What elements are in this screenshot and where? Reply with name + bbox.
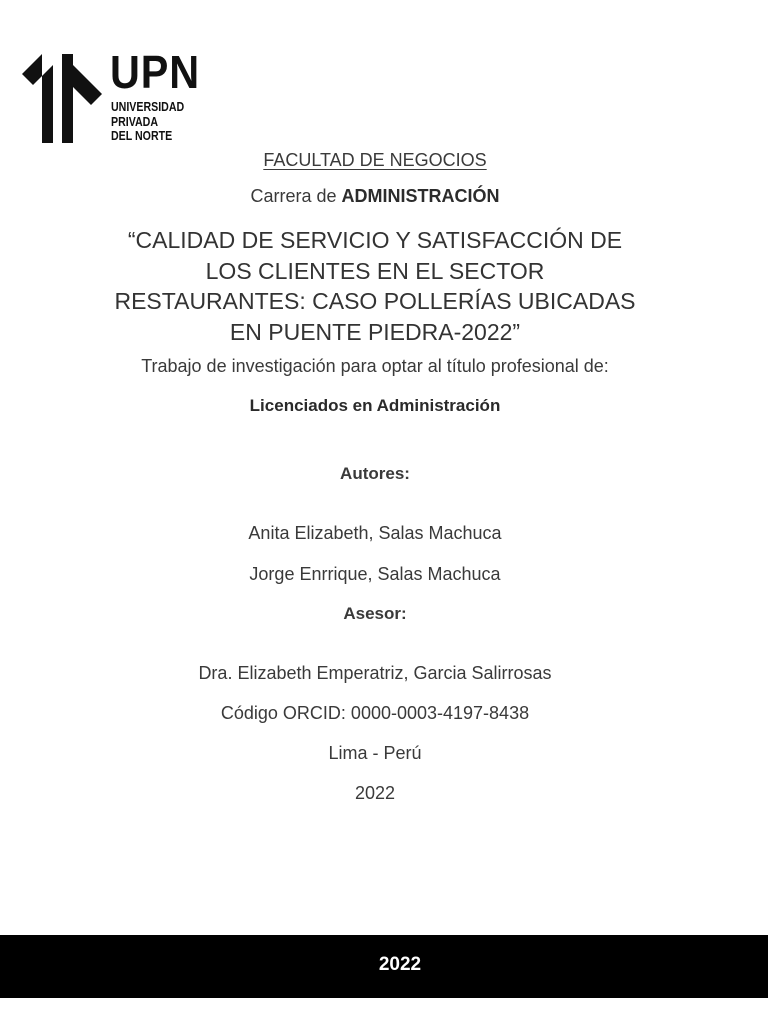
footer-bar — [0, 935, 768, 998]
degree-title: Licenciados en Administración — [249, 396, 501, 415]
title-line: LOS CLIENTES EN EL SECTOR — [205, 257, 545, 284]
advisor-heading: Asesor: — [343, 604, 407, 623]
author-name: Anita Elizabeth, Salas Machuca — [248, 523, 502, 543]
thesis-title — [0, 225, 750, 347]
author-name: Jorge Enrrique, Salas Machuca — [249, 564, 501, 584]
career-prefix: Carrera de — [250, 186, 342, 206]
advisor-name: Dra. Elizabeth Emperatriz, Garcia Salirrosas — [198, 663, 552, 683]
faculty-name: FACULTAD DE NEGOCIOS — [263, 150, 487, 170]
career-line — [0, 186, 750, 207]
title-line: RESTAURANTES: CASO POLLERÍAS UBICADAS — [114, 288, 636, 314]
logo-line-3: DEL NORTE — [111, 129, 173, 143]
title-line: “CALIDAD DE SERVICIO Y SATISFACCIÓN DE — [127, 227, 623, 253]
orcid-code: Código ORCID: 0000-0003-4197-8438 — [220, 703, 530, 723]
upn-arrow-logo-icon — [22, 52, 102, 146]
city-country: Lima - Perú — [328, 743, 422, 763]
footer-year: 2022 — [378, 954, 422, 975]
logo-line-1: UNIVERSIDAD — [111, 100, 185, 114]
authors-heading: Autores: — [340, 464, 410, 483]
thesis-subtitle: Trabajo de investigación para optar al título profesional de: — [141, 356, 609, 376]
title-line: EN PUENTE PIEDRA-2022” — [229, 318, 521, 345]
publication-year: 2022 — [354, 783, 396, 803]
university-logo — [22, 46, 202, 148]
logo-line-2: PRIVADA — [111, 114, 159, 129]
logo-wordmark: UPN — [110, 46, 201, 98]
career-name: ADMINISTRACIÓN — [341, 186, 500, 206]
logo-university-name — [111, 100, 184, 144]
